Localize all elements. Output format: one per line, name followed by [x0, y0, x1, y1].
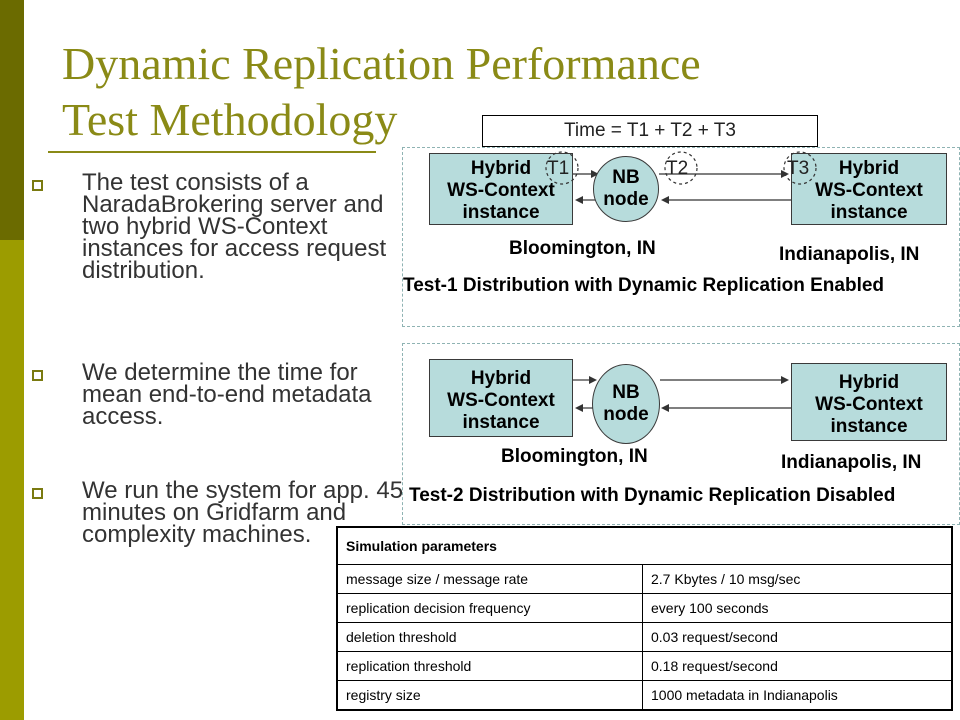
- city-bloomington: Bloomington, IN: [501, 446, 648, 467]
- table-row: [337, 594, 952, 623]
- table-header-row: [337, 527, 952, 565]
- param-name: replication threshold: [337, 652, 643, 681]
- table-row: [337, 565, 952, 594]
- instance-label: instance: [462, 202, 540, 223]
- instance-label: instance: [830, 416, 908, 437]
- table-header-cell: Simulation parameters: [337, 527, 952, 565]
- instance-label: instance: [830, 202, 908, 223]
- node-label: node: [603, 189, 649, 210]
- param-name: message size / message rate: [337, 565, 643, 594]
- param-value: every 100 seconds: [643, 594, 953, 623]
- slide-accent-bar-top: [0, 0, 24, 240]
- param-name: registry size: [337, 681, 643, 711]
- ws-context-label: WS-Context: [815, 394, 923, 415]
- nb-label: NB: [612, 167, 640, 188]
- hybrid-ws-context-node-left: [429, 359, 573, 437]
- square-bullet-icon: [32, 370, 43, 381]
- slide-accent-bar-bottom: [0, 240, 24, 720]
- arrowhead-left: [661, 404, 669, 412]
- t2-label: T2: [666, 158, 689, 179]
- slide-title-line1: Dynamic Replication Performance: [62, 38, 701, 89]
- test1-caption: Test-1 Distribution with Dynamic Replication Enabled: [403, 275, 885, 296]
- title-underline: [48, 151, 376, 153]
- slide-title-line2: Test Methodology: [62, 94, 398, 145]
- node-label: node: [603, 404, 649, 425]
- ws-context-label: WS-Context: [447, 390, 555, 411]
- bullet-list: [32, 169, 412, 548]
- bullet-item: [32, 359, 412, 480]
- bullet-text: We determine the time for mean end-to-end metadata access.: [82, 359, 372, 430]
- bullet-text: The test consists of a NaradaBrokering server and two hybrid WS-Context instances for access request distribution.: [82, 169, 387, 284]
- param-value: 0.03 request/second: [643, 623, 953, 652]
- table-row: [337, 623, 952, 652]
- param-name: deletion threshold: [337, 623, 643, 652]
- square-bullet-icon: [32, 180, 43, 191]
- city-bloomington: Bloomington, IN: [509, 238, 656, 259]
- simulation-parameters-table: [336, 526, 953, 711]
- hybrid-label: Hybrid: [470, 158, 532, 179]
- arrowhead-left: [575, 404, 583, 412]
- square-bullet-icon: [32, 488, 43, 499]
- table-row: [337, 652, 952, 681]
- table-row: [337, 681, 952, 711]
- hybrid-label: Hybrid: [838, 158, 900, 179]
- nb-node: [592, 364, 660, 444]
- city-indianapolis: Indianapolis, IN: [781, 452, 922, 473]
- t3-label: T3: [787, 158, 810, 179]
- time-formula-box: Time = T1 + T2 + T3: [482, 115, 818, 147]
- city-indianapolis: Indianapolis, IN: [779, 244, 920, 265]
- ws-context-label: WS-Context: [447, 180, 555, 201]
- t1-label: T1: [547, 158, 570, 179]
- param-name: replication decision frequency: [337, 594, 643, 623]
- test2-caption: Test-2 Distribution with Dynamic Replication Disabled: [409, 485, 896, 506]
- bullet-item: [32, 169, 412, 362]
- param-value: 1000 metadata in Indianapolis: [643, 681, 953, 711]
- hybrid-ws-context-node-right: [791, 363, 947, 441]
- bullet-text: We run the system for app. 45 minutes on Gridfarm and complexity machines.: [82, 477, 404, 548]
- nb-label: NB: [612, 382, 640, 403]
- arrowhead-right: [781, 376, 789, 384]
- hybrid-label: Hybrid: [470, 368, 532, 389]
- ws-context-label: WS-Context: [815, 180, 923, 201]
- test1-diagram: [402, 147, 960, 327]
- hybrid-label: Hybrid: [838, 372, 900, 393]
- instance-label: instance: [462, 412, 540, 433]
- param-value: 0.18 request/second: [643, 652, 953, 681]
- param-value: 2.7 Kbytes / 10 msg/sec: [643, 565, 953, 594]
- test2-diagram: [402, 343, 960, 525]
